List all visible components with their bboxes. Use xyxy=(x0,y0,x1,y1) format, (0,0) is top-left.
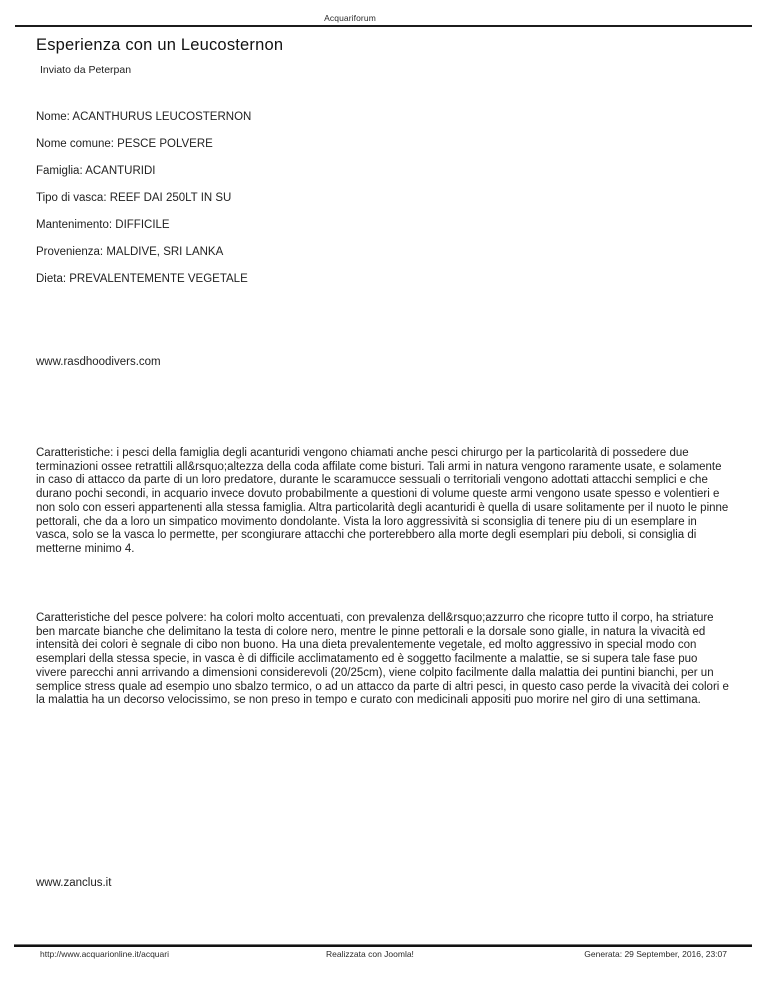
field-nome-comune: Nome comune: PESCE POLVERE xyxy=(36,138,213,150)
paragraph-pesce-polvere: Caratteristiche del pesce polvere: ha colori molto accentuati, con prevalenza dell&rsquo;azzurro che ricopre tutto il corpo, ha striature ben marcate bianche che delimitano la testa di colore nero, mentre le pinne pettorali e la dorsale sono gialle, in natura la vivacità ed intensità dei colori è segnale di cibo non buono. Ha una dieta prevalentemente vegetale, ed molto aggressivo in special modo con esemplari della stessa specie, in vasca è di difficile acclimatamento ed è soggetto facilmente a malattie, se si supera tale fase puo vivere parecchi anni arrivando a dimensioni considerevoli (20/25cm), viene colpito facilmente dalla malattia dei puntini bianchi, per un semplice stress quale ad esempio uno sbalzo termico, o ad un attacco da parte di altri pesci, in questo caso perde la vivacità dei colori e la malattia ha un decorso velocissimo, se non preso in tempo e curato con medicinali appositi puo morire nel giro di una settimana. xyxy=(36,612,729,707)
field-tipo-di-vasca: Tipo di vasca: REEF DAI 250LT IN SU xyxy=(36,192,232,204)
field-provenienza: Provenienza: MALDIVE, SRI LANKA xyxy=(36,246,224,258)
field-nome: Nome: ACANTHURUS LEUCOSTERNON xyxy=(36,111,252,123)
field-dieta: Dieta: PREVALENTEMENTE VEGETALE xyxy=(36,273,248,285)
link-rasdhoodivers: www.rasdhoodivers.com xyxy=(36,356,161,368)
header-divider xyxy=(15,25,752,27)
fish-fact-list xyxy=(36,110,730,299)
footer-generator: Realizzata con Joomla! xyxy=(326,949,414,959)
site-name: Acquariforum xyxy=(324,13,376,23)
post-title: Esperienza con un Leucosternon xyxy=(36,36,284,54)
footer-source-url: http://www.acquarionline.it/acquari xyxy=(40,949,169,959)
page-header xyxy=(0,13,700,23)
paragraph-caratteristiche: Caratteristiche: i pesci della famiglia degli acanturidi vengono chiamati anche pesci chirurgo per la particolarità di possedere due terminazioni ossee retrattili all&rsquo;altezza della coda affilate come bisturi. Tali armi in natura vengono raramente usate, e solamente in caso di attacco da parte di un loro predatore, durante le scaramucce sessuali o territoriali vengono adottati attacchi semplici e che durano pochi secondi, in acquario invece dovuto probabilmente a questioni di volume queste armi vengono usate spesso e volentieri e non solo con esseri appartenenti alla stessa famiglia. Altra particolarità degli acanturidi è quella di usare solitamente per il nuoto le pinne pettorali, che da a loro un simpatico movimento dondolante. Vista la loro aggressività si sconsiglia di tenere piu di un esemplare in vasca, solo se la vasca lo permette, per scongiurare attacchi che porterebbero alla morte degli esemplari piu deboli, si consiglia di metterne minimo 4. xyxy=(36,447,729,555)
post-byline: Inviato da Peterpan xyxy=(40,64,132,76)
field-mantenimento: Mantenimento: DIFFICILE xyxy=(36,219,170,231)
footer-generated-at: Generata: 29 September, 2016, 23:07 xyxy=(584,949,727,959)
footer-divider xyxy=(14,944,752,947)
field-famiglia: Famiglia: ACANTURIDI xyxy=(36,165,156,177)
link-zanclus: www.zanclus.it xyxy=(36,877,112,889)
